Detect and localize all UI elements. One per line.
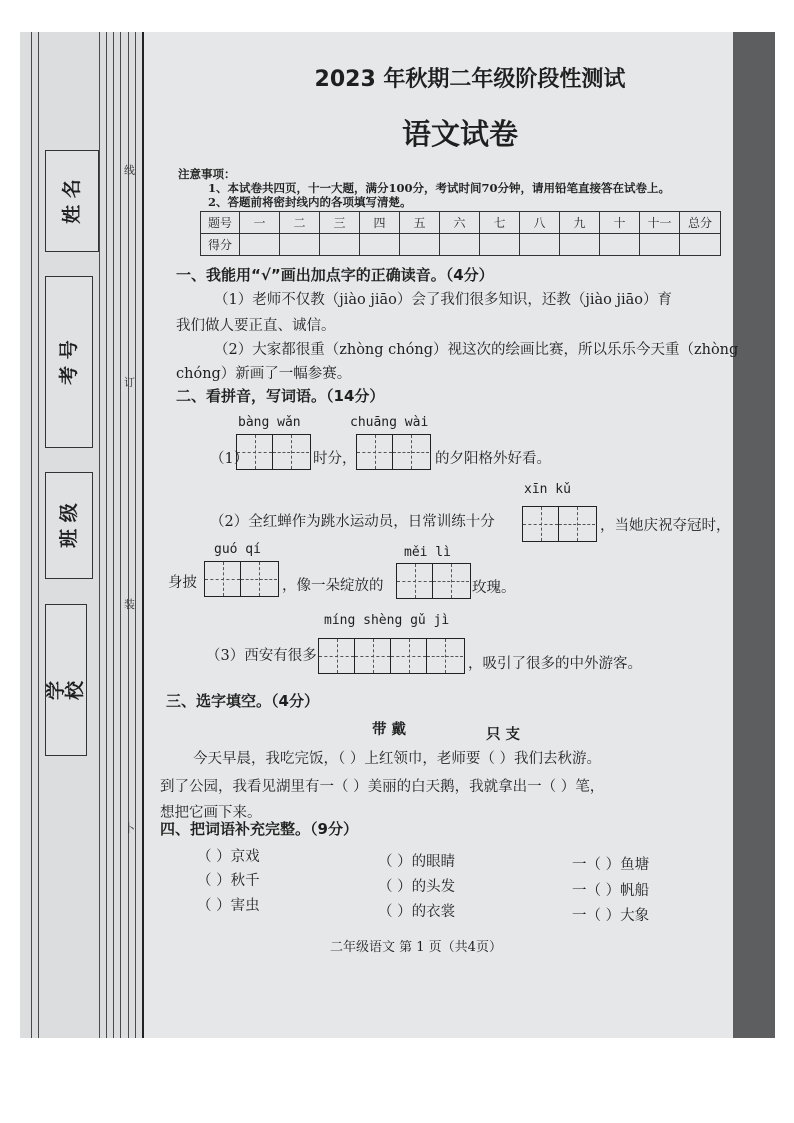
writing-grid[interactable] bbox=[204, 561, 279, 597]
question-text: ，像一朵绽放的 bbox=[282, 578, 384, 594]
binding-mark: 订 bbox=[124, 376, 135, 389]
question-text: 时分， bbox=[313, 451, 357, 467]
margin-line bbox=[113, 32, 114, 1038]
score-cell[interactable] bbox=[400, 234, 440, 256]
writing-grid[interactable] bbox=[522, 506, 597, 542]
margin-line bbox=[135, 32, 136, 1038]
score-cell[interactable] bbox=[560, 234, 600, 256]
writing-grid[interactable] bbox=[356, 434, 431, 470]
score-cell[interactable] bbox=[480, 234, 520, 256]
question-text: 的夕阳格外好看。 bbox=[435, 451, 551, 467]
section-1-line: chóng）新画了一幅参赛。 bbox=[176, 366, 352, 382]
fill-item: （ ）的衣裳 bbox=[378, 904, 456, 920]
score-table-label: 题号 bbox=[201, 212, 240, 234]
section-1-heading: 一、我能用“√”画出加点字的正确读音。（4分） bbox=[176, 266, 494, 284]
fill-item: 一（ ）大象 bbox=[572, 908, 650, 924]
score-cell[interactable] bbox=[320, 234, 360, 256]
score-cell[interactable] bbox=[440, 234, 480, 256]
score-col: 三 bbox=[320, 212, 360, 234]
margin-line bbox=[106, 32, 107, 1038]
score-col: 十 bbox=[600, 212, 640, 234]
question-text: （3）西安有很多 bbox=[206, 648, 317, 664]
page-footer: 二年级语文 第 1 页（共4页） bbox=[330, 940, 502, 955]
question-text: （2）全红蝉作为跳水运动员，日常训练十分 bbox=[210, 514, 495, 530]
section-3-line: 想把它画下来。 bbox=[160, 805, 262, 821]
section-3-line: 今天早晨，我吃完饭，（ ）上红领巾，老师要（ ）我们去秋游。 bbox=[193, 751, 601, 767]
section-2-heading: 二、看拼音，写词语。（14分） bbox=[176, 387, 385, 405]
question-text: （1） bbox=[210, 451, 249, 467]
score-col: 总分 bbox=[680, 212, 721, 234]
score-col: 四 bbox=[360, 212, 400, 234]
score-col: 一 bbox=[240, 212, 280, 234]
section-3-heading: 三、选字填空。（4分） bbox=[166, 692, 319, 710]
question-text: ，吸引了很多的中外游客。 bbox=[468, 656, 642, 672]
score-col: 六 bbox=[440, 212, 480, 234]
exam-subtitle: 语文试卷 bbox=[401, 117, 518, 151]
section-4-heading: 四、把词语补充完整。（9分） bbox=[160, 820, 358, 838]
binding-mark: 卜 bbox=[124, 822, 135, 835]
margin-line bbox=[120, 32, 121, 1038]
question-text: ，当她庆祝夺冠时， bbox=[600, 518, 731, 534]
note-line: 2、答题前将密封线内的各项填写清楚。 bbox=[208, 195, 412, 209]
score-cell[interactable] bbox=[680, 234, 721, 256]
score-col: 九 bbox=[560, 212, 600, 234]
exam-number-field[interactable]: 考 号 bbox=[45, 276, 93, 448]
writing-grid[interactable] bbox=[236, 434, 311, 470]
pinyin: míng shèng gǔ jì bbox=[324, 613, 450, 628]
fill-item: （ ）的眼睛 bbox=[378, 854, 456, 870]
margin-line bbox=[128, 32, 129, 1038]
question-text: 玫瑰。 bbox=[472, 580, 516, 596]
writing-grid[interactable] bbox=[396, 563, 471, 599]
section-1-line: （2）大家都很重（zhòng chóng）视这次的绘画比赛，所以乐乐今天重（zhòng bbox=[214, 342, 739, 358]
word-choice: 带 戴 bbox=[372, 721, 407, 738]
margin-line bbox=[31, 32, 32, 1038]
score-col: 十一 bbox=[640, 212, 680, 234]
writing-grid[interactable] bbox=[318, 638, 465, 674]
score-table-label: 得分 bbox=[201, 234, 240, 256]
notes bbox=[178, 167, 670, 209]
score-cell[interactable] bbox=[240, 234, 280, 256]
school-field[interactable]: 学 校 bbox=[45, 604, 87, 756]
seal-line bbox=[142, 32, 144, 1038]
section-3-line: 到了公园，我看见湖里有一（ ）美丽的白天鹅，我就拿出一（ ）笔， bbox=[160, 779, 605, 795]
score-cell[interactable] bbox=[360, 234, 400, 256]
pinyin: chuāng wài bbox=[350, 415, 429, 430]
pinyin: guó qí bbox=[214, 542, 261, 557]
note-line: 1、本试卷共四页，十一大题，满分100分，考试时间70分钟，请用铅笔直接答在试卷上。 bbox=[208, 181, 671, 195]
pinyin: xīn kǔ bbox=[524, 482, 571, 497]
binding-mark: 装 bbox=[124, 598, 135, 611]
name-field[interactable]: 姓 名 bbox=[45, 150, 99, 252]
fill-item: （ ）害虫 bbox=[197, 898, 260, 914]
margin-line bbox=[38, 32, 39, 1038]
fill-item: 一（ ）帆船 bbox=[572, 883, 650, 899]
score-col: 八 bbox=[520, 212, 560, 234]
fill-item: （ ）京戏 bbox=[197, 849, 260, 865]
score-col: 二 bbox=[280, 212, 320, 234]
word-choice: 只 支 bbox=[486, 726, 521, 743]
fill-item: （ ）秋千 bbox=[197, 873, 260, 889]
margin-line bbox=[99, 32, 100, 1038]
score-cell[interactable] bbox=[640, 234, 680, 256]
score-cell[interactable] bbox=[280, 234, 320, 256]
section-1-line: 我们做人要正直、诚信。 bbox=[176, 318, 336, 334]
notes-heading: 注意事项： bbox=[178, 167, 236, 181]
class-field[interactable]: 班 级 bbox=[45, 472, 93, 579]
question-text: 身披 bbox=[168, 575, 197, 591]
pinyin: měi lì bbox=[404, 545, 451, 560]
score-col: 五 bbox=[400, 212, 440, 234]
score-cell[interactable] bbox=[600, 234, 640, 256]
score-col: 七 bbox=[480, 212, 520, 234]
score-cell[interactable] bbox=[520, 234, 560, 256]
fill-item: 一（ ）鱼塘 bbox=[572, 857, 650, 873]
score-table bbox=[200, 211, 721, 256]
binding-mark: 线 bbox=[124, 164, 135, 177]
fill-item: （ ）的头发 bbox=[378, 879, 456, 895]
pinyin: bàng wǎn bbox=[238, 415, 301, 430]
exam-title: 2023 年秋期二年级阶段性测试 bbox=[314, 67, 626, 92]
section-1-line: （1）老师不仅教（jiào jiāo）会了我们很多知识，还教（jiào jiāo）育 bbox=[214, 292, 672, 308]
